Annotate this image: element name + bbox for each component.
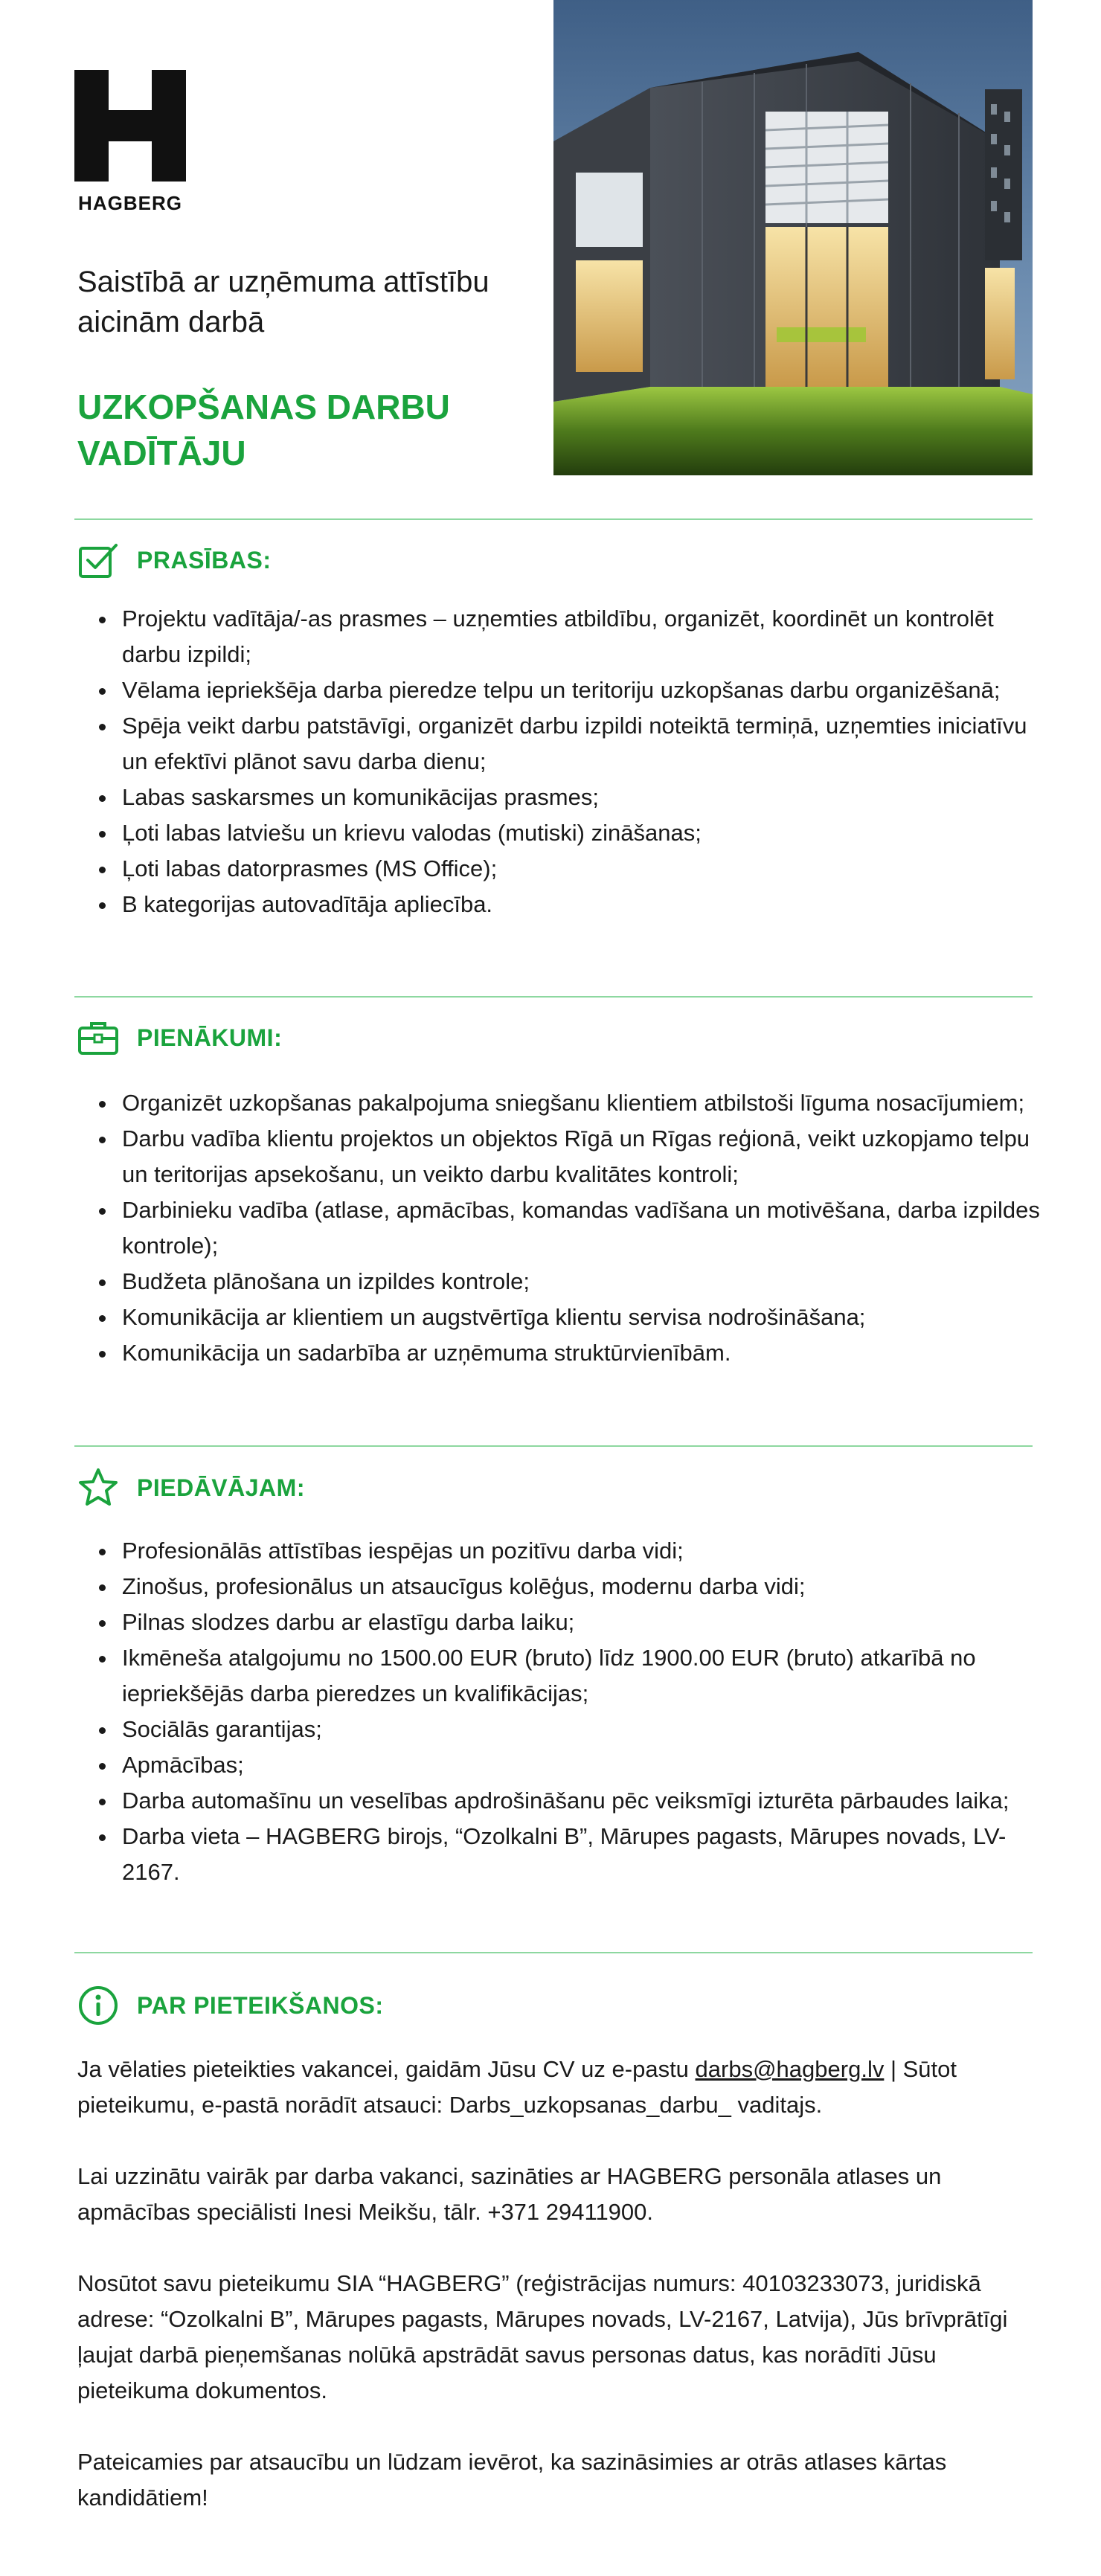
section-header-pienakumi (77, 1017, 282, 1059)
list-item: • Budžeta plānošana un izpildes kontrole; (118, 1264, 1053, 1300)
list-item: • Komunikācija ar klientiem un augstvērtīga klientu servisa nodrošināšana; (118, 1300, 1053, 1335)
section-title: PIEDĀVĀJAM: (137, 1474, 305, 1501)
list-item: • Projektu vadītāja/-as prasmes – uzņemties atbildību, organizēt, koordinēt un kontrolēt darbu izpildi; (118, 601, 1053, 672)
list-item: • Spēja veikt darbu patstāvīgi, organizēt darbu izpildi noteiktā termiņā, uzņemties iniciatīvu un efektīvi plānot savu darba dienu; (118, 708, 1053, 780)
email-link[interactable]: darbs@hagberg.lv (695, 2056, 885, 2082)
list-item: • Darbu vadība klientu projektos un objektos Rīgā un Rīgas reģionā, veikt uzkopjamo telpu un teritorijas apsekošanu, un veikto darbu kvalitātes kontroli; (118, 1121, 1053, 1192)
divider (74, 996, 1033, 998)
list-item: • Ļoti labas latviešu un krievu valodas (mutiski) zināšanas; (118, 815, 1053, 851)
apply-text: | Sūtot pieteikumu, e-pastā norādīt atsauci: Darbs_uzkopsanas_darbu_ vaditajs. (77, 2056, 957, 2118)
list-item: • Komunikācija un sadarbība ar uzņēmuma struktūrvienībām. (118, 1335, 1053, 1371)
brand-name: HAGBERG (78, 192, 182, 214)
section-header-par-pieteiksanos (77, 1985, 384, 2026)
duties-list (97, 1085, 1053, 1371)
list-item: • Ļoti labas datorprasmes (MS Office); (118, 851, 1053, 887)
divider (74, 1952, 1033, 1953)
intro-text: Saistībā ar uzņēmuma attīstību aicinām darbā (77, 266, 489, 338)
section-title: PIENĀKUMI: (137, 1024, 283, 1051)
apply-paragraph: Lai uzzinātu vairāk par darba vakanci, sazināties ar HAGBERG personāla atlases un apmācības speciālisti Inesi Meikšu, tālr. +371 29411900. (77, 2163, 942, 2225)
list-item: • Sociālās garantijas; (118, 1712, 1053, 1747)
list-item: • Zinošus, profesionālus un atsaucīgus kolēģus, modernu darba vidi; (118, 1569, 1053, 1605)
list-item: • Profesionālās attīstības iespējas un pozitīvu darba vidi; (118, 1533, 1053, 1569)
list-item: • Ikmēneša atalgojumu no 1500.00 EUR (bruto) līdz 1900.00 EUR (bruto) atkarībā no iepriekšējās darba pieredzes un kvalifikācijas; (118, 1640, 1053, 1712)
apply-text: Ja vēlaties pieteikties vakancei, gaidām Jūsu CV uz e-pastu (77, 2056, 696, 2082)
application-info (77, 2052, 1037, 2551)
section-header-piedavajam (77, 1467, 305, 1509)
list-item: • B kategorijas autovadītāja apliecība. (118, 887, 1053, 922)
list-item: • Darbinieku vadība (atlase, apmācības, komandas vadīšana un motivēšana, darba izpildes kontrole); (118, 1192, 1053, 1264)
list-item: • Pilnas slodzes darbu ar elastīgu darba laiku; (118, 1605, 1053, 1640)
list-item: • Organizēt uzkopšanas pakalpojuma sniegšanu klientiem atbilstoši līguma nosacījumiem; (118, 1085, 1053, 1121)
apply-paragraph: Nosūtot savu pieteikumu SIA “HAGBERG” (reģistrācijas numurs: 40103233073, juridiskā adrese: “Ozolkalni B”, Mārupes pagasts, Mārupes novads, LV-2167, Latvija), Jūs brīvprātīgi ļaujat darbā pieņemšanas nolūkā apstrādāt savus personas datus, kas norādīti Jūsu pieteikuma dokumentos. (77, 2270, 1008, 2403)
hagberg-logo (74, 70, 186, 215)
section-title: PAR PIETEIKŠANOS: (137, 1991, 384, 2019)
apply-paragraph (77, 2052, 1037, 2123)
requirements-list (97, 601, 1053, 922)
building-photo (553, 0, 1033, 475)
list-item: • Vēlama iepriekšēja darba pieredze telpu un teritoriju uzkopšanas darbu organizēšanā; (118, 672, 1053, 708)
job-title: UZKOPŠANAS DARBU VADĪTĀJU (77, 388, 450, 472)
list-item: • Labas saskarsmes un komunikācijas prasmes; (118, 780, 1053, 815)
star-icon (77, 1467, 121, 1509)
h-letter-logo-icon (74, 70, 186, 182)
list-item: • Darba vieta – HAGBERG birojs, “Ozolkalni B”, Mārupes pagasts, Mārupes novads, LV-2167. (118, 1819, 1053, 1890)
briefcase-icon (77, 1017, 121, 1059)
divider (74, 518, 1033, 520)
offer-list (97, 1533, 1053, 1890)
list-item: • Apmācības; (118, 1747, 1053, 1783)
info-icon (77, 1985, 121, 2026)
section-header-prasibas (77, 539, 272, 581)
list-item: • Darba automašīnu un veselības apdrošināšanu pēc veiksmīgi izturēta pārbaudes laika; (118, 1783, 1053, 1819)
divider (74, 1445, 1033, 1447)
checkbox-icon (77, 539, 121, 581)
section-title: PRASĪBAS: (137, 546, 272, 574)
apply-paragraph: Pateicamies par atsaucību un lūdzam ievērot, ka sazināsimies ar otrās atlases kārtas kandidātiem! (77, 2449, 947, 2511)
